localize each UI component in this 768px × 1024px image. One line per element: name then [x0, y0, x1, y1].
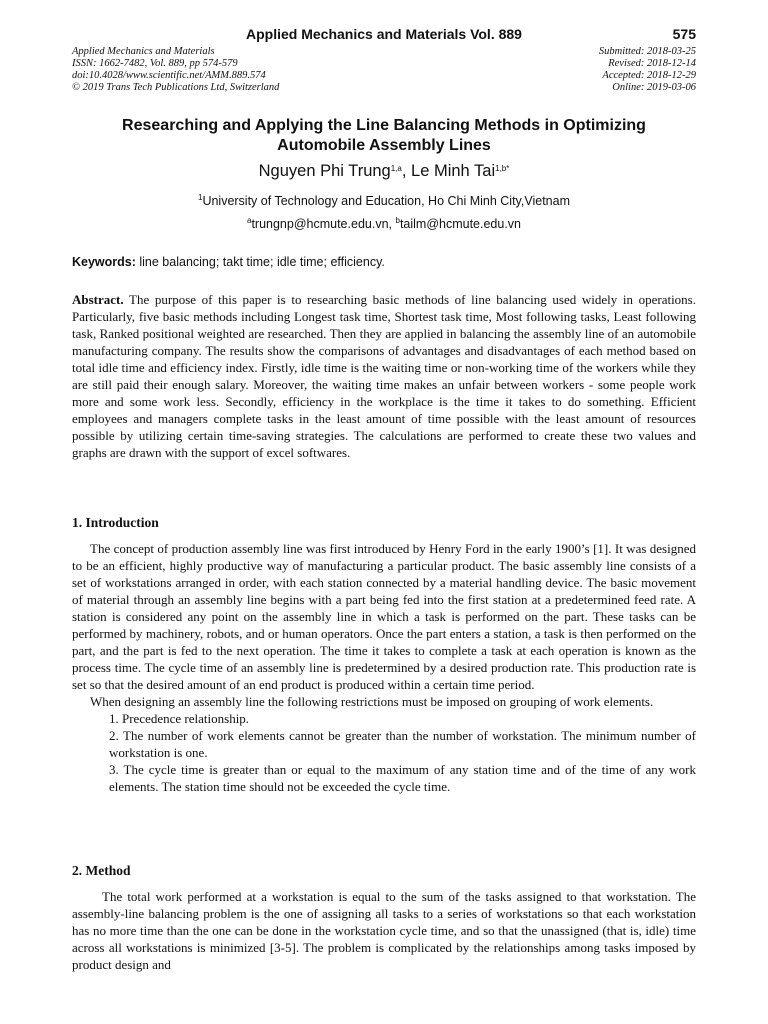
keywords-text: line balancing; takt time; idle time; efficiency.: [135, 255, 385, 269]
metadata-submitted: Submitted: 2018-03-25: [598, 46, 696, 57]
metadata-revised: Revised: 2018-12-14: [608, 58, 696, 69]
keywords-label: Keywords:: [72, 255, 136, 269]
abstract-text: The purpose of this paper is to researching basic methods of line balancing used widely in operations. Particularly, five basic methods including Longest task time, Shortest task time, Most following tasks, Least following task, Ranked positional weighted are researched. Then they are applied in balancing the assembly line of an automobile manufacturing company. The results show the comparisons of advantages and disadvantages of each method based on total idle time and efficiency index. Firstly, idle time is the waiting time or non-working time of the workers while they are still paid their enough salary. Moreover, the waiting time makes an unfair between workers - some people work more and some work less. Secondly, efficiency in the workplace is the time it takes to do something. Efficient employees and managers complete tasks in the least amount of time possible with the least amount of resources possible by utilizing certain time-saving strategies. The calculations are performed to create these two values and graphs are drawn with the support of excel softwares.: [72, 292, 696, 460]
title-line-2: Automobile Assembly Lines: [277, 137, 491, 154]
metadata-online: Online: 2019-03-06: [612, 82, 696, 93]
metadata-right: [599, 46, 696, 94]
list-item: 3. The cycle time is greater than or equal to the maximum of any station time and of the time of any work elements. The station time should not be exceeded the cycle time.: [109, 762, 696, 794]
metadata-left: [72, 46, 279, 94]
affiliation: [72, 192, 696, 210]
section-heading-method: 2. Method: [72, 863, 131, 878]
metadata-accepted: Accepted: 2018-12-29: [602, 70, 696, 81]
intro-paragraph-1: The concept of production assembly line was first introduced by Henry Ford in the early 1900’s [1]. It was designed to be an efficient, highly productive way of manufacturing a particular product. The basic assembly line consists of a set of workstations arranged in order, with each station connected by a material handling device. The basic movement of material through an assembly line begins with a part being fed into the first station at a predetermined feed rate. A station is considered any point on the assembly line in which a task is performed on the part. These tasks can be performed by machinery, robots, and or human operators. Once the part enters a station, a task is then performed on the part, and the part is fed to the next operation. The time it takes to complete a task at each operation is known as the process time. The cycle time of an assembly line is predetermined by a desired production rate. This production rate is set so that the desired amount of an end product is produced within a certain time period.: [72, 541, 696, 692]
metadata-doi: doi:10.4028/www.scientific.net/AMM.889.574: [72, 70, 266, 81]
journal-name: Applied Mechanics and Materials Vol. 889: [246, 26, 522, 42]
section-heading-introduction: 1. Introduction: [72, 515, 159, 530]
abstract: [72, 291, 696, 461]
list-item: 1. Precedence relationship.: [109, 711, 250, 726]
author-1-affiliation: 1,a: [390, 164, 402, 173]
list-item: 2. The number of work elements cannot be greater than the number of workstation. The minimum number of workstation is one.: [109, 728, 696, 760]
email-a[interactable]: trungnp@hcmute.edu.vn: [251, 217, 389, 231]
affiliation-marker: 1: [197, 193, 203, 202]
page-number: 575: [672, 26, 696, 42]
affiliation-text: University of Technology and Education, Ho Chi Minh City,Vietnam: [202, 194, 570, 208]
metadata-issn: ISSN: 1662-7482, Vol. 889, pp 574-579: [72, 58, 238, 69]
author-separator: ,: [401, 162, 412, 180]
title-line-1: Researching and Applying the Line Balancing Methods in Optimizing: [122, 117, 646, 134]
email-separator: ,: [388, 217, 396, 231]
introduction-section: [72, 540, 696, 795]
author-2: Le Minh Tai: [411, 162, 496, 180]
author-list: [72, 160, 696, 182]
keywords: [72, 253, 696, 271]
method-section: [72, 888, 696, 973]
email-b[interactable]: tailm@hcmute.edu.vn: [399, 217, 522, 231]
metadata-copyright: © 2019 Trans Tech Publications Ltd, Switzerland: [72, 82, 280, 93]
author-2-affiliation: 1,b*: [495, 164, 510, 173]
author-emails: [72, 215, 696, 233]
running-header: [72, 26, 696, 46]
paper-title: [72, 116, 696, 156]
method-paragraph-1: The total work performed at a workstation is equal to the sum of the tasks assigned to that workstation. The assembly-line balancing problem is the one of assigning all tasks to a series of workstations so that each workstation has no more time than the one can be done in the workstation cycle time, and so that the unassigned (that is, idle) time across all workstations is minimized [3-5]. The problem is complicated by the relationships among tasks imposed by product design and: [72, 889, 696, 972]
email-a-marker: a: [246, 216, 252, 225]
intro-paragraph-2: When designing an assembly line the following restrictions must be imposed on grouping of work elements.: [90, 694, 654, 709]
metadata-journal: Applied Mechanics and Materials: [72, 46, 215, 57]
abstract-label: Abstract.: [72, 292, 124, 307]
email-b-marker: b: [395, 216, 400, 225]
restrictions-list: [72, 710, 696, 795]
author-1: Nguyen Phi Trung: [258, 162, 391, 180]
